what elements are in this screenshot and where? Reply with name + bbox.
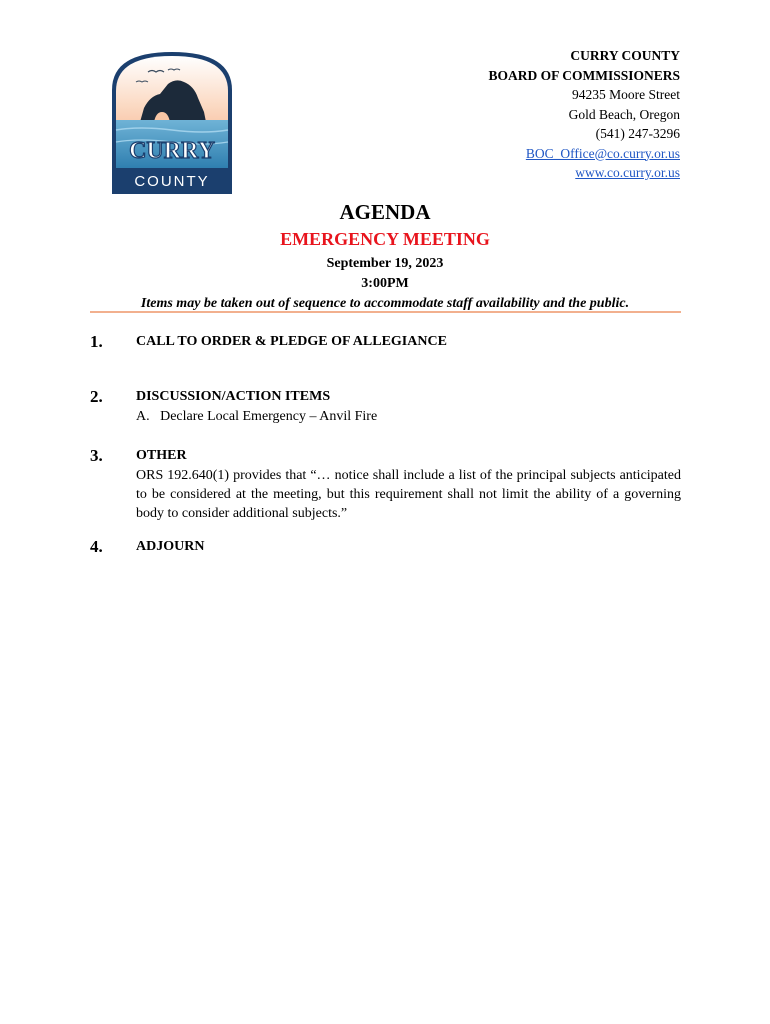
- agenda-heading: AGENDA: [339, 200, 431, 224]
- street-address: 94235 Moore Street: [572, 87, 680, 102]
- contact-block: [488, 46, 680, 183]
- item-heading: CALL TO ORDER & PLEDGE OF ALLEGIANCE: [136, 334, 447, 349]
- meeting-date: September 19, 2023: [326, 256, 444, 271]
- item-text: ORS 192.640(1) provides that “… notice shall include a list of the principal subjects anticipated to be considered at the meeting, but this requirement shall not limit the ability of a governing body to consider additional subjects.”: [136, 468, 681, 521]
- sequence-notice: Items may be taken out of sequence to accommodate staff availability and the public.: [140, 296, 630, 311]
- item-number: 2.: [90, 387, 103, 406]
- item-number: 4.: [90, 537, 103, 556]
- item-subitem: A. Declare Local Emergency – Anvil Fire: [136, 409, 378, 424]
- item-heading: ADJOURN: [136, 539, 205, 554]
- item-number: 1.: [90, 332, 103, 351]
- meeting-type: EMERGENCY MEETING: [280, 229, 490, 249]
- curry-county-logo: [110, 50, 234, 196]
- header-divider: [90, 311, 681, 313]
- curry-county-seal-icon: [110, 50, 234, 196]
- item-heading: OTHER: [136, 448, 187, 463]
- email-link[interactable]: BOC_Office@co.curry.or.us: [525, 145, 680, 161]
- org-name: CURRY COUNTY: [570, 48, 680, 63]
- website-link[interactable]: www.co.curry.or.us: [575, 165, 680, 180]
- svg-text:COUNTY: COUNTY: [134, 173, 210, 190]
- phone-number: (541) 247-3296: [595, 126, 680, 141]
- item-heading: DISCUSSION/ACTION ITEMS: [136, 389, 331, 404]
- org-board: BOARD OF COMMISSIONERS: [488, 67, 680, 83]
- agenda-title-block: [0, 199, 770, 314]
- svg-text:CURRY: CURRY: [129, 138, 215, 164]
- meeting-time: 3:00PM: [361, 276, 409, 291]
- item-number: 3.: [90, 446, 103, 465]
- city-state: Gold Beach, Oregon: [568, 106, 680, 122]
